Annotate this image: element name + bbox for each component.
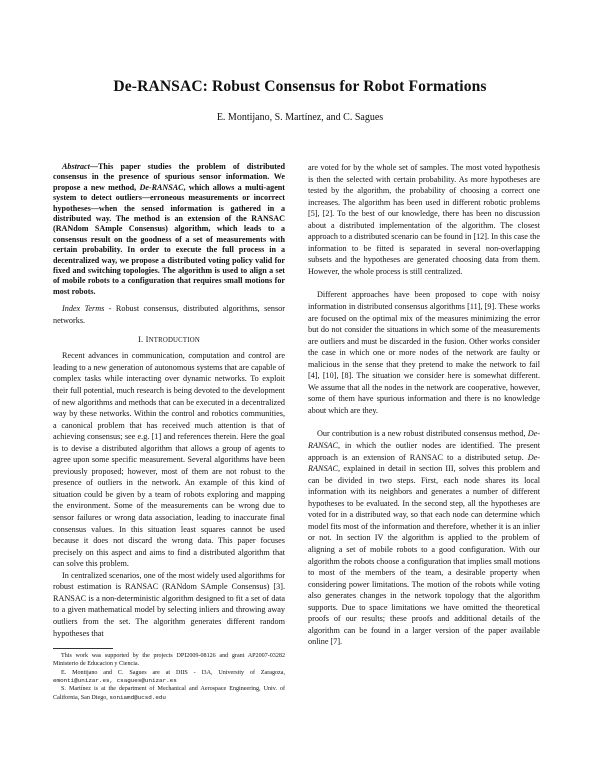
intro-paragraph-4: Different approaches have been proposed to cope with noisy information in distributed consensus algorithms [11], [9]. These works are focused on the optimal mix of the measures minimizing the error but do not consider the situations in which some of the measurements are outliers and must be discarded in the fusion. Other works consider the case in which one or more nodes of the network are faulty or malicious in the sense that they pretend to make the network to fail [4], [10], [8]. The situation we consider here is somewhat different. We assume that all the nodes in the network are cooperative, however, some of them have spurious information and there is no knowledge about which are they. (308, 290, 540, 415)
index-terms-text: - Robust consensus, distributed algorithms, sensor networks. (53, 304, 286, 325)
abstract-lead: Abstract (62, 162, 90, 171)
footnotes (53, 652, 285, 702)
intro-paragraph-3: are voted for by the whole set of samples. The most voted hypothesis is then the selected with certain probability. As more hypotheses are tested by the algorithm, the probability of choosing a correct one increases. The algorithm has been used in different robotic problems [5], [2]. To the best of our knowledge, there has been no discussion about a distributed implementation of the algorithm. The closest approach to a distributed scenario can be found in [12]. In this case the information to be fitted is separated in several non-overlapping subsets and the hypotheses are generated choosing data from them. However, the whole process is still centralized. (308, 163, 540, 276)
paper-authors: E. Montijano, S. Martínez, and C. Sagues (216, 112, 384, 123)
abstract (53, 162, 285, 297)
intro-paragraph-5: Our contribution is a new robust distributed consensus method, De-RANSAC, in which the outlier nodes are identified. The present approach is an extension of RANSAC to a distributed setup. De-RANSAC, explained in detail in section III, solves this problem and can be divided in two steps. First, each node shares its local information with its neighbors and generates a number of different hypotheses to be evaluated. In the second step, all the hypotheses are voted for in a distributed way, so that each node can determine which model fits most of the information and therefore, whether it is an inlier or not. In section IV the algorithm is applied to the problem of aligning a set of mobile robots to a good configuration. With our algorithm the robots choose a configuration that implies small motions to most of the members of the team, a desirable property when considering power limitations. The motion of the robots while voting also generates changes in the network topology that the algorithm supports. Due to space limitations we have omitted the theoretical proofs of our results; these proofs and additional details of the algorithm can be found in a larger version of the paper available online [7]. (308, 429, 540, 647)
paper-title: De-RANSAC: Robust Consensus for Robot Formations (113, 78, 487, 95)
abstract-text-2: , which allows a multi-agent system to detect outliers—erroneous measurements or incorrect hypotheses—when the sensed information is gathered in a distributed way. The method is an extension of the RANSAC (RANdom SAmple Consensus) algorithm, which leads to a consensus result on the goodness of a set of measurements with certain probability. In order to execute the full process in a decentralized way, we propose a distributed voting policy valid for fixed and switching topologies. The algorithm is used to align a set of mobile robots to a configuration that requires small motions for most robots. (53, 182, 285, 296)
footnote-rule (53, 648, 113, 649)
left-column (53, 162, 285, 639)
abstract-method-name: De-RANSAC (139, 182, 184, 192)
intro-paragraph-2: In centralized scenarios, one of the most widely used algorithms for robust estimation is RANSAC (RANdom SAmple Consensus) [3]. RANSAC is a non-deterministic algorithm designed to fit a set of data to a given mathematical model by selecting inliers and throwing away outliers from the set. The algorithm generates different random hypotheses that (53, 570, 285, 638)
right-column (308, 162, 540, 648)
abstract-text-1: —This paper studies the problem of distributed consensus in the presence of spurious sensor information. We propose a new method, (53, 162, 285, 192)
method-name: De-RANSAC (308, 452, 540, 474)
section-heading-introduction: I. INTRODUCTION (138, 335, 200, 345)
index-terms (53, 303, 285, 326)
method-name: De-RANSAC (308, 429, 540, 451)
email-link[interactable]: emonti@unizar.es, csagues@unizar.es (53, 677, 177, 685)
footnote-funding: This work was supported by the projects DPI2009-08126 and grant AP2007-03282 Ministerio de Educacion y Ciencia. (53, 653, 285, 668)
index-terms-lead: Index Terms (62, 304, 105, 314)
footnote-affiliation-2: S. Martínez is at the department of Mechanical and Aerospace Engineering, Univ. of California, San Diego, soniamd@ucsd.edu (53, 686, 285, 701)
email-link[interactable]: soniamd@ucsd.edu (109, 693, 166, 701)
footnote-affiliation-1: E. Montijano and C. Sagues are at DIIS - I3A, University of Zaragoza, emonti@unizar.es, csagues@unizar.es (53, 669, 285, 685)
intro-paragraph-1: Recent advances in communication, computation and control are leading to a new generation of autonomous systems that are capable of complex tasks while interacting over dynamic networks. To exploit their full potential, much research is being devoted to the development of new algorithms and methods that can be executed in a decentralized way by these networks. Within the control and robotics communities, a canonical problem that has received much attention is that of achieving consensus; see e.g. [1] and references therein. Here the goal is to devise a distributed algorithm that allows a group of agents to agree upon some specific measurement. Several algorithms have been previously proposed; however, most of them are not robust to the presence of outliers in the network. An example of this kind of situation could be given by a team of robots exploring and mapping the environment. Some of the measurements can be wrong due to sensor failures or wrong data association, leading to inaccurate final consensus values. In this situation least squares cannot be used because it does not discard the wrong data. This paper focuses precisely on this aspect and aims to find a distributed algorithm that can solve this problem. (53, 351, 285, 569)
